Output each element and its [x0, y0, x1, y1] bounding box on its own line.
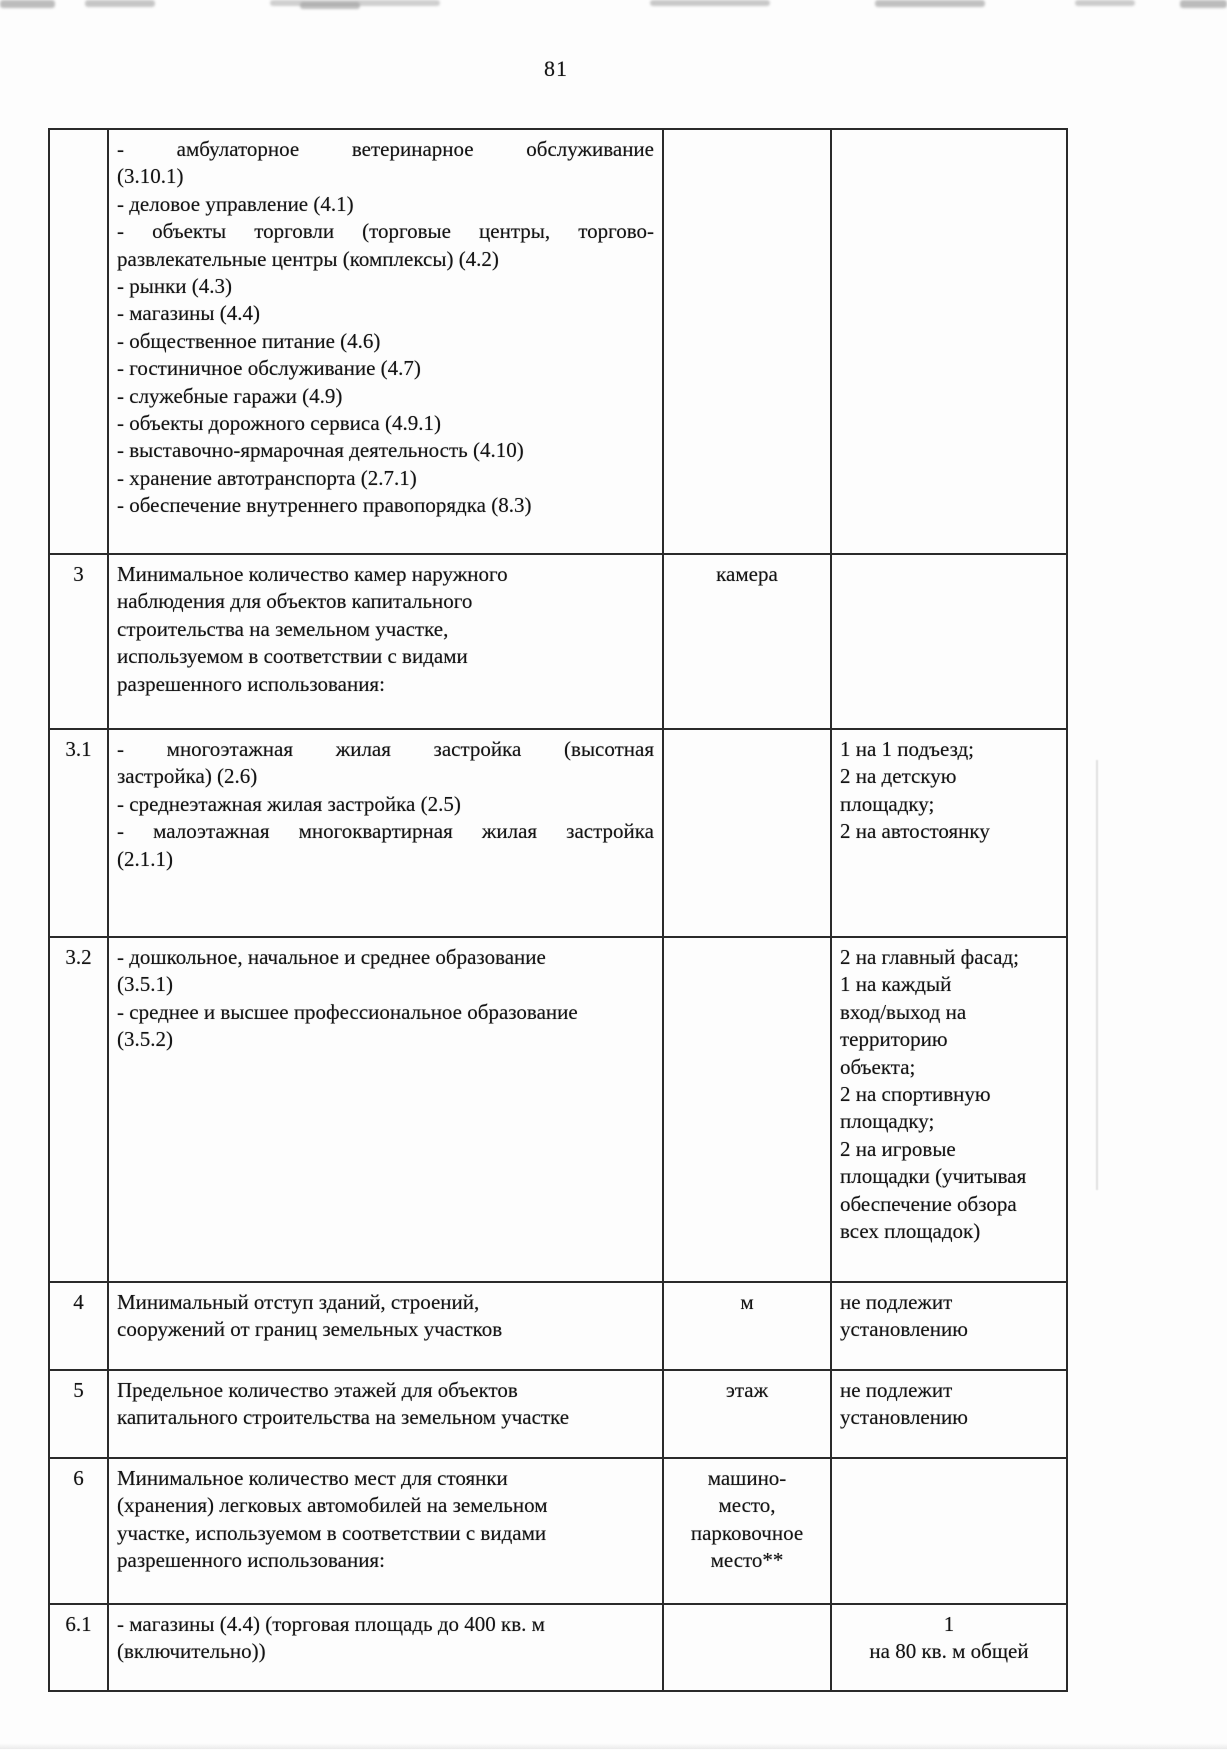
- value-cell: [831, 1370, 1067, 1458]
- value-cell: [831, 129, 1067, 554]
- value-cell: [831, 729, 1067, 937]
- scan-artifact: [875, 0, 985, 7]
- description-cell: [108, 1604, 663, 1691]
- text-line: разрешенного использования:: [117, 671, 385, 696]
- text-line: 4: [73, 1290, 84, 1314]
- text-line: 2 на автостоянку: [840, 819, 990, 844]
- unit-cell: [663, 1604, 831, 1691]
- text-line: - среднее и высшее профессиональное образование: [117, 999, 578, 1024]
- unit-cell: [663, 1458, 831, 1604]
- table-row: [49, 729, 1067, 937]
- text-line: используемом в соответствии с видами: [117, 644, 468, 669]
- row-number-cell: [49, 937, 108, 1282]
- scan-artifact: [650, 0, 770, 6]
- unit-cell: [663, 1370, 831, 1458]
- text-line: - служебные гаражи (4.9): [117, 383, 343, 408]
- table-row: [49, 1458, 1067, 1604]
- text-line: площадку;: [840, 1109, 935, 1134]
- text-line: 2 на главный фасад;: [840, 945, 1020, 969]
- row-number-cell: [49, 129, 108, 554]
- text-line: этаж: [725, 1378, 769, 1402]
- text-line: машино-: [707, 1466, 787, 1490]
- scan-artifact: [300, 2, 360, 9]
- unit-cell: [663, 554, 831, 729]
- description-cell: [108, 1458, 663, 1604]
- text-line: разрешенного использования:: [117, 1548, 385, 1573]
- table-row: [49, 937, 1067, 1282]
- table-row: [49, 554, 1067, 729]
- text-line: наблюдения для объектов капитального: [117, 589, 473, 614]
- text-line: - объекты дорожного сервиса (4.9.1): [117, 411, 441, 436]
- text-line: - рынки (4.3): [117, 274, 233, 299]
- text-line: капитального строительства на земельном участке: [117, 1405, 570, 1430]
- description-cell: [108, 729, 663, 937]
- text-line: участке, используемом в соответствии с видами: [117, 1520, 547, 1545]
- value-cell: [831, 554, 1067, 729]
- scan-artifact: [1075, 0, 1135, 6]
- text-line: не подлежит: [840, 1290, 953, 1314]
- value-cell: [831, 1458, 1067, 1604]
- text-line: - гостиничное обслуживание (4.7): [117, 356, 421, 381]
- row-number-cell: [49, 1282, 108, 1370]
- text-line: - общественное питание (4.6): [117, 328, 381, 353]
- row-number-cell: [49, 1604, 108, 1691]
- text-line: парковочное: [690, 1520, 804, 1545]
- unit-cell: [663, 1282, 831, 1370]
- text-line: 6.1: [65, 1612, 92, 1636]
- text-line: обеспечение обзора: [840, 1191, 1017, 1216]
- scan-artifact: [0, 0, 55, 8]
- text-line: 3: [73, 562, 84, 586]
- table-row: [49, 1604, 1067, 1691]
- text-line: установлению: [840, 1405, 968, 1430]
- text-line: 1 на каждый: [840, 972, 952, 997]
- unit-cell: [663, 129, 831, 554]
- text-line: 2 на детскую: [840, 764, 957, 789]
- row-number-cell: [49, 1370, 108, 1458]
- text-line: Предельное количество этажей для объектов: [117, 1378, 518, 1402]
- text-line: (3.10.1): [117, 164, 184, 189]
- text-line: площадки (учитывая: [840, 1164, 1027, 1189]
- text-line: строительства на земельном участке,: [117, 616, 449, 641]
- description-cell: [108, 129, 663, 554]
- text-line: - объекты торговли (торговые центры, торгово-: [117, 219, 654, 244]
- table-row: [49, 129, 1067, 554]
- text-line: - многоэтажная жилая застройка (высотная: [117, 737, 654, 761]
- text-line: 1 на 1 подъезд;: [840, 737, 974, 761]
- value-cell: [831, 937, 1067, 1282]
- text-line: (3.5.1): [117, 972, 173, 997]
- description-cell: [108, 1282, 663, 1370]
- text-line: (3.5.2): [117, 1027, 173, 1052]
- table-row: [49, 1370, 1067, 1458]
- scan-artifact: [0, 1743, 1227, 1749]
- text-line: застройка) (2.6): [117, 764, 258, 789]
- text-line: не подлежит: [840, 1378, 953, 1402]
- text-line: на 80 кв. м общей: [869, 1639, 1029, 1664]
- text-line: - магазины (4.4): [117, 301, 261, 326]
- text-line: место**: [710, 1548, 784, 1573]
- table-row: [49, 1282, 1067, 1370]
- scan-fold-line: [1096, 760, 1098, 1190]
- text-line: площадку;: [840, 791, 935, 816]
- regulations-table: [48, 128, 1068, 1692]
- text-line: 2 на спортивную: [840, 1082, 991, 1107]
- text-line: 5: [73, 1378, 84, 1402]
- text-line: 1: [943, 1612, 955, 1636]
- text-line: камера: [716, 562, 778, 586]
- unit-cell: [663, 937, 831, 1282]
- description-cell: [108, 937, 663, 1282]
- row-number-cell: [49, 729, 108, 937]
- text-line: установлению: [840, 1317, 968, 1342]
- text-line: - среднеэтажная жилая застройка (2.5): [117, 791, 461, 816]
- text-line: (2.1.1): [117, 846, 173, 871]
- text-line: - магазины (4.4) (торговая площадь до 400 кв. м: [117, 1612, 545, 1636]
- text-line: - амбулаторное ветеринарное обслуживание: [117, 137, 654, 161]
- unit-cell: [663, 729, 831, 937]
- value-cell: [831, 1604, 1067, 1691]
- row-number-cell: [49, 1458, 108, 1604]
- scan-artifact: [1180, 0, 1227, 8]
- standards-table-body: [49, 129, 1067, 1691]
- text-line: Минимальный отступ зданий, строений,: [117, 1290, 480, 1314]
- scan-artifact: [85, 0, 155, 7]
- text-line: территорию: [840, 1027, 948, 1052]
- text-line: место,: [718, 1493, 776, 1518]
- text-line: 3.1: [65, 737, 92, 761]
- value-cell: [831, 1282, 1067, 1370]
- text-line: Минимальное количество камер наружного: [117, 562, 508, 586]
- text-line: 2 на игровые: [840, 1136, 956, 1161]
- text-line: - хранение автотранспорта (2.7.1): [117, 465, 417, 490]
- text-line: 6: [73, 1466, 84, 1490]
- page-number: 81: [544, 56, 568, 81]
- text-line: 3.2: [65, 945, 92, 969]
- text-line: объекта;: [840, 1054, 916, 1079]
- row-number-cell: [49, 554, 108, 729]
- text-line: всех площадок): [840, 1219, 981, 1244]
- text-line: (хранения) легковых автомобилей на земельном: [117, 1493, 548, 1518]
- description-cell: [108, 554, 663, 729]
- description-cell: [108, 1370, 663, 1458]
- text-line: - деловое управление (4.1): [117, 191, 354, 216]
- text-line: - малоэтажная многоквартирная жилая застройка: [117, 819, 654, 844]
- text-line: развлекательные центры (комплексы) (4.2): [117, 246, 499, 271]
- text-line: Минимальное количество мест для стоянки: [117, 1466, 508, 1490]
- text-line: - выставочно-ярмарочная деятельность (4.10): [117, 438, 524, 463]
- text-line: - обеспечение внутреннего правопорядка (8.3): [117, 493, 532, 518]
- text-line: вход/выход на: [840, 999, 967, 1024]
- text-line: (включительно)): [117, 1639, 266, 1664]
- text-line: м: [740, 1290, 754, 1314]
- text-line: сооружений от границ земельных участков: [117, 1317, 503, 1342]
- text-line: - дошкольное, начальное и среднее образование: [117, 945, 546, 969]
